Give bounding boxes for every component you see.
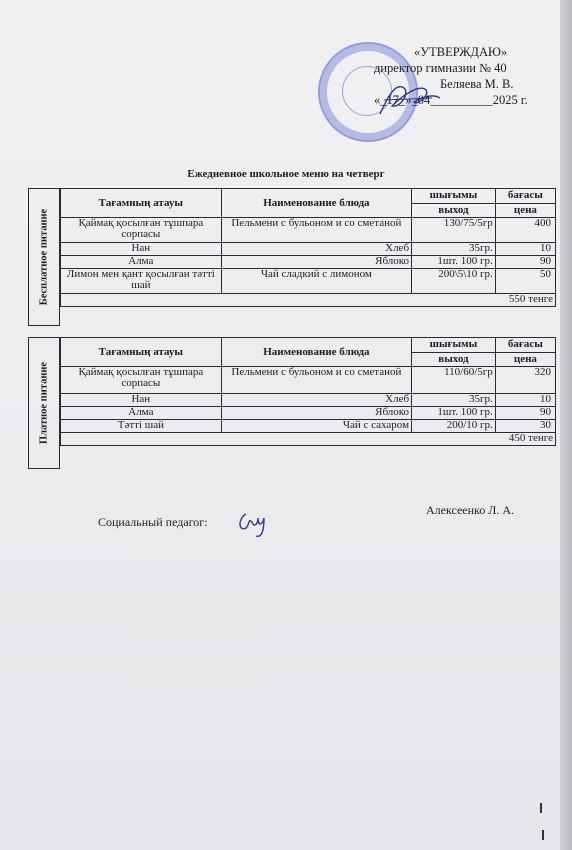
table-total-row <box>61 433 556 446</box>
dish-name-ru: Пельмени с бульоном и со сметаной <box>221 218 411 243</box>
table-row <box>61 218 556 243</box>
table-header-row <box>61 338 556 353</box>
dish-yield: 110/60/5гр <box>412 367 496 394</box>
header-name-kz: Тағамның атауы <box>61 189 222 218</box>
approval-name: Беляева М. В. <box>440 77 514 91</box>
table-row <box>61 367 556 394</box>
table-row <box>61 243 556 256</box>
dish-name-ru: Чай с сахаром <box>221 420 411 433</box>
dish-yield: 1шт. 100 гр. <box>412 407 496 420</box>
approval-date: «_17_»_04__________2025 г. <box>374 93 528 107</box>
table-row <box>61 420 556 433</box>
header-price-ru: цена <box>495 352 555 367</box>
dish-yield: 130/75/5гр <box>412 218 496 243</box>
dish-yield: 200/10 гр. <box>412 420 496 433</box>
dish-name-kz: Лимон мен қант қосылған тәтті шай <box>61 269 222 294</box>
dish-name-ru: Хлеб <box>221 394 411 407</box>
dish-name-kz: Нан <box>61 243 222 256</box>
header-name-kz: Тағамның атауы <box>61 338 222 367</box>
dish-yield: 1шт. 100 гр. <box>412 256 496 269</box>
header-price-ru: цена <box>495 203 555 218</box>
header-yield-kz: шығымы <box>412 338 496 353</box>
header-name-ru: Наименование блюда <box>221 189 411 218</box>
dish-name-ru: Яблоко <box>221 407 411 420</box>
paid-menu-side-label: Платное питание <box>28 337 60 469</box>
dish-name-ru: Яблоко <box>221 256 411 269</box>
header-price-kz: бағасы <box>495 189 555 204</box>
dish-name-ru: Пельмени с бульоном и со сметаной <box>221 367 411 394</box>
table-row <box>61 256 556 269</box>
approval-heading: «УТВЕРЖДАЮ» <box>414 45 508 59</box>
pedagogue-signature <box>236 504 272 540</box>
approval-block <box>372 44 532 108</box>
dish-name-kz: Қаймақ қосылған тұшпара сорпасы <box>61 218 222 243</box>
dish-price: 320 <box>495 367 555 394</box>
page-edge <box>560 0 572 850</box>
header-price-kz: бағасы <box>495 338 555 353</box>
signer-name: Алексеенко Л. А. <box>426 503 515 517</box>
dish-price: 10 <box>495 394 555 407</box>
dish-price: 90 <box>495 407 555 420</box>
table-row <box>61 407 556 420</box>
dish-price: 400 <box>495 218 555 243</box>
header-yield-kz: шығымы <box>412 189 496 204</box>
header-yield-ru: выход <box>412 203 496 218</box>
dish-name-kz: Қаймақ қосылған тұшпара сорпасы <box>61 367 222 394</box>
margin-mark <box>542 830 544 840</box>
dish-yield: 35гр. <box>412 394 496 407</box>
table-total-row <box>61 294 556 307</box>
paid-menu-total: 450 тенге <box>61 433 556 446</box>
table-row <box>61 394 556 407</box>
dish-name-ru: Чай сладкий с лимоном <box>221 269 411 294</box>
dish-name-kz: Алма <box>61 256 222 269</box>
dish-name-kz: Нан <box>61 394 222 407</box>
dish-price: 30 <box>495 420 555 433</box>
approval-position: директор гимназии № 40 <box>374 61 507 75</box>
dish-name-ru: Хлеб <box>221 243 411 256</box>
free-menu-table <box>60 188 556 307</box>
paid-menu-table <box>60 337 556 446</box>
table-row <box>61 269 556 294</box>
dish-name-kz: Тәтті шай <box>61 420 222 433</box>
dish-price: 90 <box>495 256 555 269</box>
dish-price: 10 <box>495 243 555 256</box>
page-title: Ежедневное школьное меню на четверг <box>187 168 385 180</box>
header-name-ru: Наименование блюда <box>221 338 411 367</box>
header-yield-ru: выход <box>412 352 496 367</box>
free-menu-side-label: Бесплатное питание <box>28 188 60 326</box>
free-menu-total: 550 тенге <box>61 294 556 307</box>
dish-name-kz: Алма <box>61 407 222 420</box>
dish-yield: 200\5\10 гр. <box>412 269 496 294</box>
margin-mark <box>540 803 542 813</box>
dish-yield: 35гр. <box>412 243 496 256</box>
social-pedagogue-label: Социальный педагог: <box>98 515 208 529</box>
table-header-row <box>61 189 556 204</box>
dish-price: 50 <box>495 269 555 294</box>
